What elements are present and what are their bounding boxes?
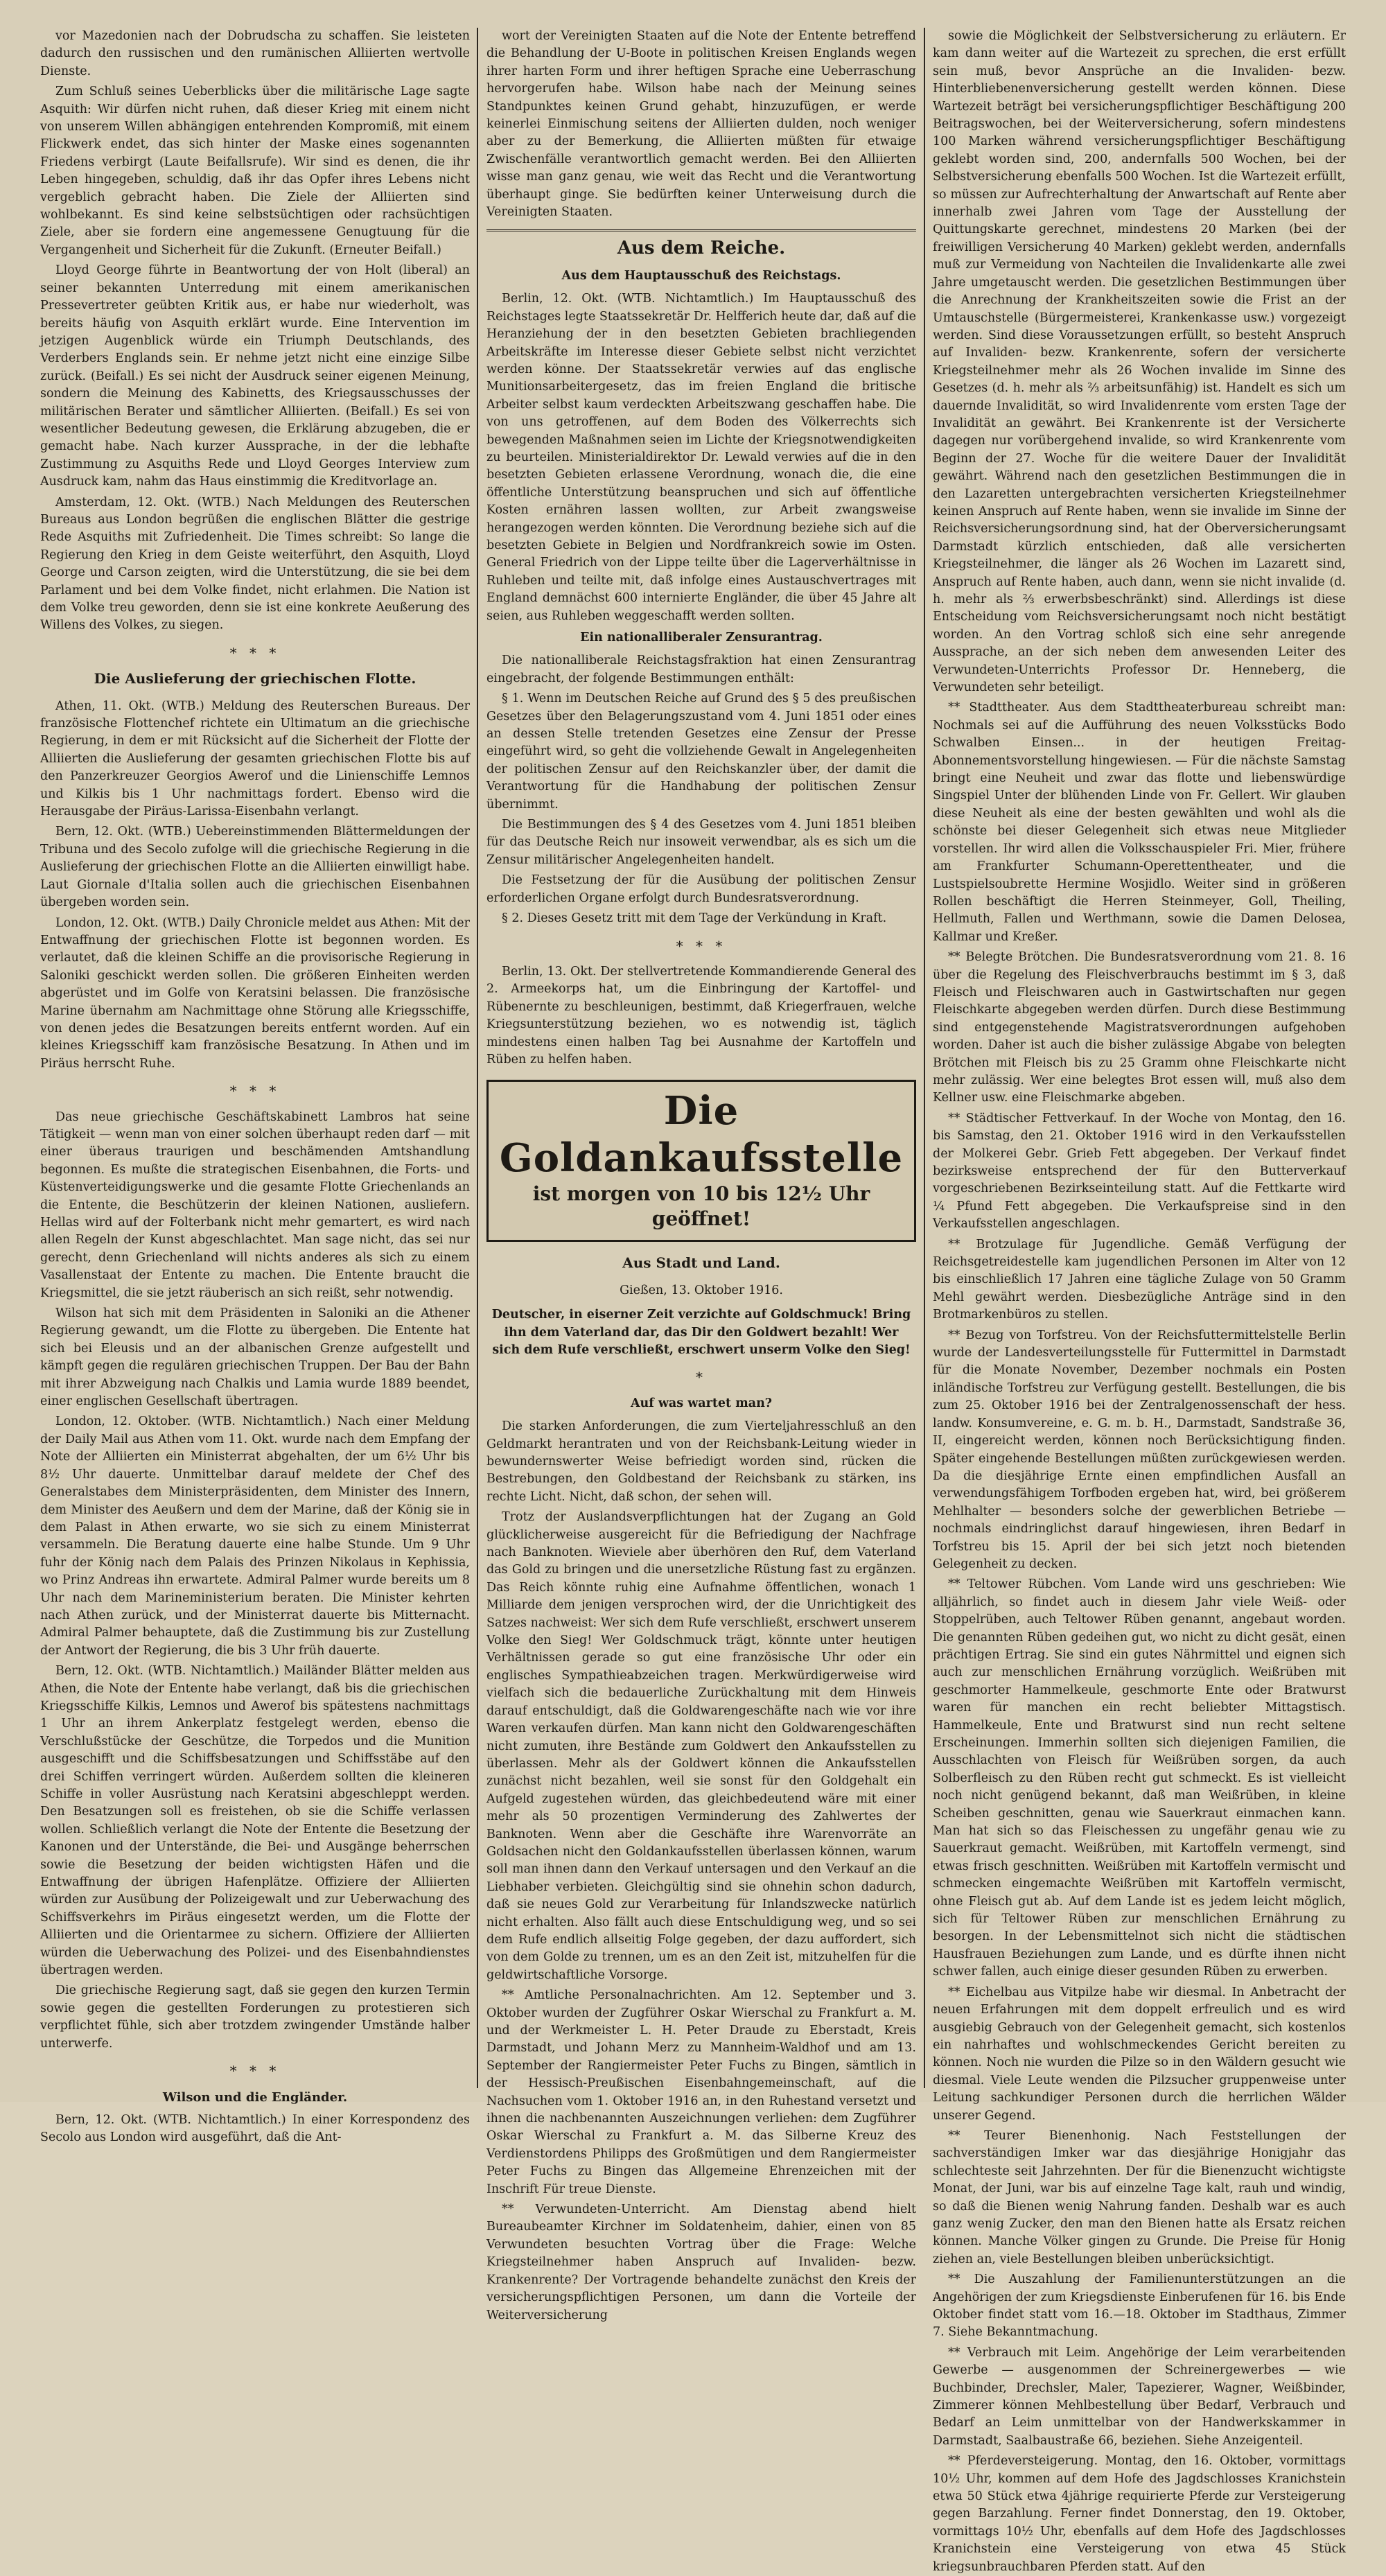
article-paragraph: Bern, 12. Okt. (WTB. Nichtamtlich.) In einer Korrespondenz des Secolo aus London wird ausgeführt, daß die Ant- bbox=[40, 2112, 470, 2145]
article-paragraph: § 1. Wenn im Deutschen Reiche auf Grund des § 5 des preußischen Gesetzes über den Belagerungszustand vom 4. Juni 1851 oder eines an dessen Stelle tretenden Gesetzes eine Zensur der Presse eingeführt wird, so geht die vollziehende Gewalt in Angelegenheiten der politischen Zensur auf den Reichskanzler über, der damit die Verantwortung für die Handhabung der politischen Zensur übernimmt. bbox=[486, 692, 916, 812]
article-paragraph: Berlin, 12. Okt. (WTB. Nichtamtlich.) Im Hauptausschuß des Reichstages legte Staatssekretär Dr. Helfferich heute dar, daß auf die Heranziehung der in den besetzten Gebieten brachliegenden Arbeitskräfte im Interesse dieser Gebiete selbst nicht verzichtet werden könne. Der Staatssekretär verwies auf das englische Munitionsarbeitergesetz, das im freien England die britische Arbeiter selbst kaum verdeckten Arbeitszwang geschaffen habe. Die von uns getroffenen, auf dem Boden des Völkerrechts sich bewegenden Maßnahmen seien im Lichte der Kriegsnotwendigkeiten zu beurteilen. Ministerialdirektor Dr. Lewald verwies auf die in den besetzten Gebieten erlassene Verordnung, wonach die, die eine öffentliche Unterstützung beanspruchen und sich auf öffentliche Kosten ernähren lassen wollten, zur Arbeit zwangsweise herangezogen werden könnten. Die Verordnung beziehe sich auf die besetzten Gebiete in Belgien und Nordfrankreich sowie im Osten. General Friedrich von der Lippe teilte über die Lagerverhältnisse in Ruhleben und teilte mit, daß infolge eines Austauschvertrages mit England demnächst 600 internierte Engländer, die über 45 Jahre alt seien, aus Ruhleben weggeschafft werden sollten. bbox=[486, 292, 916, 623]
section-separator: * * * bbox=[229, 2062, 281, 2080]
advertisement-subtitle: ist morgen von 10 bis 12½ Uhr geöffnet! bbox=[532, 1182, 870, 1231]
article-paragraph: Die nationalliberale Reichstagsfraktion hat einen Zensurantrag eingebracht, der folgende Bestimmungen enthält: bbox=[486, 654, 916, 685]
section-separator: * * * bbox=[676, 937, 727, 954]
right-column bbox=[933, 28, 1346, 2574]
section-separator: * * * bbox=[229, 644, 281, 661]
article-paragraph: Die Bestimmungen des § 4 des Gesetzes vom 4. Juni 1851 bleiben für das Deutsche Reich nur insoweit verwendbar, als es sich um die Zensur militärischer Angelegenheiten handelt. bbox=[486, 818, 916, 867]
article-paragraph: § 2. Dieses Gesetz tritt mit dem Tage der Verkündung in Kraft. bbox=[502, 911, 887, 926]
column-rule-left bbox=[477, 28, 478, 2088]
article-paragraph: London, 12. Okt. (WTB.) Daily Chronicle meldet aus Athen: Mit der Entwaffnung der griechischen Flotte ist begonnen worden. Es verlautet, daß die kleinen Schiffe an die provisorische Regierung in Saloniki geschickt werden sollen. Die größeren Einheiten werden abgerüstet und im Golfe von Keratsini belassen. Die französische Marine übernahm am Nachmittage ohne Störung alle Kriegsschiffe, von denen jedes die Besatzungen bereits entfernt worden. Auf ein kleines Kriegsschiff kam französische Besatzung. In Athen und im Piräus herrscht Ruhe. bbox=[40, 915, 470, 1071]
article-paragraph: Berlin, 13. Okt. Der stellvertretende Kommandierende General des 2. Armeekorps hat, um die Einbringung der Kartoffel- und Rübenernte zu beschleunigen, bestimmt, daß Kriegerfrauen, welche Kriegsunterstützung beziehen, wo es notwendig ist, täglich mindestens einen halben Tag bei Ausnahme der Kartoffeln und Rüben zu helfen haben. bbox=[486, 964, 916, 1067]
column-rule-right bbox=[924, 28, 925, 2088]
dateline: Gießen, 13. Oktober 1916. bbox=[620, 1283, 783, 1297]
article-paragraph: Bern, 12. Okt. (WTB.) Uebereinstimmenden Blättermeldungen der Tribuna und des Secolo zufolge will die griechische Regierung in die Auslieferung der griechischen Flotte an die Alliierten einwilligt habe. Laut Giornale d'Italia sollen auch die griechischen Eisenbahnen übergeben worden sein. bbox=[40, 825, 470, 910]
article-paragraph: ** Eichelbau aus Vitpilze habe wir diesmal. In Anbetracht der neuen Erfahrungen mit dem doppelt erfreulich und es wird ausgiebig Gebrauch von der Gelegenheit gemacht, sich kostenlos ein nahrhaftes und wohlschmeckendes Gericht bereiten zu können. Noch nie wurden die Pilze so in den Wäldern gesucht wie diesmal. Viele Leute wenden die Pilzsucher gruppenweise unter Leitung sachkundiger Personen durch die herrlichen Wälder unserer Gegend. bbox=[933, 1985, 1346, 2123]
section-separator: * * * bbox=[229, 1083, 281, 1100]
article-paragraph: ** Teurer Bienenhonig. Nach Feststellungen der sachverständigen Imker war das diesjährige Honigjahr das schlechteste seit Jahrzehnten. Der für die Bienenzucht wichtigste Monat, der Juni, war bis auf einzelne Tage kalt, rauh und windig, so daß die Bienen wenig Nahrung fanden. Deshalb war es auch ganz wenig Zucker, den man den Bienen hatte als Ersatz reichen können. Manche Völker gingen zu Grunde. Die Preise für Honig ziehen an, viele Bestellungen bleiben unberücksichtigt. bbox=[933, 2128, 1346, 2266]
section-separator: * bbox=[696, 1369, 707, 1386]
article-paragraph: Die griechische Regierung sagt, daß sie gegen den kurzen Termin sowie gegen die gestellten Forderungen zu protestieren sich verpflichtet fühle, sich aber trotzdem zwingender Umstände halber unterwerfe. bbox=[40, 1983, 470, 2051]
article-paragraph: ** Städtischer Fettverkauf. In der Woche von Montag, den 16. bis Samstag, den 21. Oktober 1916 wird in den Verkaufsstellen der Molkerei Gebr. Grieb Fett abgegeben. Der Verkauf findet bezirksweise entsprechend der für den Butterverkauf vorgeschriebenen Bezirkseinteilung statt. Auf die Fettkarte wird ¼ Pfund Fett abgegeben. Die Verkaufspreise sind in den Verkaufsstellen angeschlagen. bbox=[933, 1111, 1346, 1232]
article-paragraph: wort der Vereinigten Staaten auf die Note der Entente betreffend die Behandlung der U-Boote in politischen Kreisen Englands wegen ihrer harten Form und ihrer heftigen Sprache eine Ueberraschung hervorgerufen habe. Wilson habe nach der Meinung seines Standpunktes keinen Grund gehabt, hinzuzufügen, er werde keinerlei Einmischung seitens der Alliierten dulden, noch weniger aber zu der Bemerkung, die Alliierten müßten für etwaige Zwischenfälle verantwortlich gemacht werden. Bei den Alliierten wisse man ganz genau, wie weit das Recht und die Verantwortung überhaupt ginge. Sie bedürften keiner Unterweisung durch die Vereinigten Staaten. bbox=[486, 29, 916, 220]
left-column bbox=[40, 28, 470, 2145]
article-paragraph: ** Belegte Brötchen. Die Bundesratsverordnung vom 21. 8. 16 über die Regelung des Fleischverbrauchs bestimmt im § 3, daß Fleisch und Fleischwaren auch in Gastwirtschaften nur gegen Fleischkarte abgegeben werden dürfen. Durch diese Bestimmung sind entgegenstehende Magistratsverordnungen aufgehoben worden. Daher ist auch die bisher zulässige Abgabe von belegten Brötchen mit Fleisch bis zu 25 Gramm ohne Fleischkarte nicht mehr zulässig. Wer eine belegtes Brot essen will, muß also dem Kellner usw. eine Fleischmarke abgeben. bbox=[933, 950, 1346, 1105]
section-rule bbox=[486, 229, 916, 231]
article-paragraph: ** Amtliche Personalnachrichten. Am 12. September und 3. Oktober wurden der Zugführer Oskar Wierschal zu Frankfurt a. M. und der Werkmeister L. H. Peter Draude zu Eberstadt, Kreis Darmstadt, und Johann Merz zu Mannheim-Waldhof und am 13. September der Rangiermeister Peter Fuchs zu Bingen, sämtlich in der Hessisch-Preußischen Eisenbahngemeinschaft, auf die Nachsuchen vom 1. Oktober 1916 an, in den Ruhestand versetzt und ihnen die nachbenannten Auszeichnungen verliehen: dem Zugführer Oskar Wierschal zu Frankfurt a. M. das Silberne Kreuz des Verdienstordens Philipps des Großmütigen und dem Rangiermeister Peter Fuchs zu Bingen das Allgemeine Ehrenzeichen mit der Inschrift Für treue Dienste. bbox=[486, 1988, 916, 2196]
article-paragraph: Die starken Anforderungen, die zum Vierteljahresschluß an den Geldmarkt herantraten und von der Reichsbank-Leitung wieder in bewundernswerter Weise befriedigt worden sind, rücken die Bestrebungen, den Goldbestand der Reichsbank zu stärken, ins rechte Licht. Nicht, daß schon, der sehen will. bbox=[486, 1419, 916, 1504]
subheadline-auf-was-wartet-man: Auf was wartet man? bbox=[630, 1396, 773, 1410]
article-paragraph: ** Teltower Rübchen. Vom Lande wird uns geschrieben: Wie alljährlich, so findet auch in diesem Jahr viele Weiß- oder Stoppelrüben, auch Teltower Rüben genannt, angebaut worden. Die genannten Rüben gedeihen gut, wo nicht zu dicht gesät, einen prächtigen Ertrag. Sie sind ein gutes Nährmittel und eignen sich auch zur menschlichen Ernährung vorzüglich. Weißrüben mit geschmorter Hammelkeule, geschmorte Ente oder Bratwurst waren für manchen ein recht beliebter Mittagstisch. Hammelkeule, Ente und Bratwurst sind nun recht seltene Erscheinungen. Immerhin sollten sich diejenigen Familien, die Ausschlachten von Fleisch für Weißrüben sorgen, da auch Solberfleisch zu den Rüben recht gut schmeckt. Es ist vielleicht noch nicht genügend bekannt, daß man Weißrüben, in kleine Scheiben geschnitten, genau wie Sauerkraut einmachen kann. Man hat sich so das Fleischessen zu ungefähr genau wie zu Sauerkraut gemacht. Weißrüben, mit Kartoffeln vermengt, sind etwas frisch geschnitten. Weißrüben mit Kartoffeln vermischt und schmecken eingemachte Weißrüben mit Kartoffeln vermischt, ohne Fleisch gut ab. Auf dem Lande ist es jedem leicht möglich, sich für Teltower Rüben zur menschlichen Ernährung zu besorgen. In der Lebensmittelnot sich nicht die städtischen Hausfrauen Beziehungen zum Lande, und es dürfte ihnen nicht schwer fallen, auch einige dieser gesunden Rüben zu erwerben. bbox=[933, 1577, 1346, 1979]
middle-column bbox=[486, 28, 916, 2322]
article-paragraph: Die Festsetzung der für die Ausübung der politischen Zensur erforderlichen Organe erfolgt durch Bundesratsverordnung. bbox=[486, 873, 916, 905]
article-paragraph: sowie die Möglichkeit der Selbstversicherung zu erläutern. Er kam dann weiter auf die Wartezeit zu sprechen, die erst erfüllt sein muß, bevor Ansprüche an die Invaliden- bezw. Hinterbliebenenversicherung gestellt werden können. Diese Wartezeit beträgt bei versicherungspflichtiger Beschäftigung 200 Beitragswochen, bei der Weiterversicherung, sofern mindestens 100 Marken während versicherungspflichtiger Beschäftigung geklebt worden sind, 200, andernfalls 500 Wochen, bei der Selbstversicherung ebenfalls 500 Wochen. Ist die Wartezeit erfüllt, so müssen zur Aufrechterhaltung der Anwartschaft auf Rente aber innerhalb zwei Jahren vom Tage der Ausstellung der Quittungskarte gerechnet, mindestens 20 Marken (bei der freiwilligen Versicherung 40 Marken) geklebt werden, andernfalls muß zur Vermeidung von Nachteilen die Invalidenkarte alle zwei Jahre umgetauscht werden. Die gesetzlichen Bestimmungen über die Anrechnung der Krankheitszeiten sowie die Frist an der Umtauschstelle (Bürgermeisterei, Krankenkasse usw.) vorgezeigt werden. Sind diese Voraussetzungen erfüllt, so besteht Anspruch auf Invaliden- bezw. Krankenrente, sofern der versicherte Kriegsteilnehmer mehr als 26 Wochen invalide im Sinne des Gesetzes (d. h. mehr als ⅔ arbeitsunfähig) ist. Handelt es sich um dauernde Invalidität, so wird Invalidenrente vom ersten Tage der Invalidität an gewährt. Bei Krankenrente ist der Versicherte dagegen nur vorübergehend invalide, so wird Krankenrente vom Beginn der 27. Woche für die weitere Dauer der Invalidität gewährt. Während nach den gesetzlichen Bestimmungen die in den Lazaretten untergebrachten versicherten Kriegsteilnehmer keinen Anspruch auf Rente haben, wenn sie invalide im Sinne der Reichsversicherungsordnung sind, hat der Oberversicherungsamt Darmstadt kürzlich entschieden, daß alle versicherten Kriegsteilnehmer, die länger als 26 Wochen im Lazarett sind, Anspruch auf Rente haben, auch dann, wenn sie nicht invalide (d. h. mehr als ⅔ erwerbsbeschränkt) sind. Allerdings ist diese Entscheidung vom Reichsversicherungsamt noch nicht bestätigt worden. An den Vortrag schloß sich eine sehr anregende Aussprache, an der sich neben dem anwesenden Leiter des Verwundeten-Unterrichts Professor Dr. Henneberg, die Verwundeten sehr beteiligt. bbox=[933, 29, 1346, 695]
article-paragraph: Zum Schluß seines Ueberblicks über die militärische Lage sagte Asquith: Wir dürfen nicht ruhen, daß dieser Krieg mit einem nicht von unserem Willen abhängigen entehrenden Kompromiß, mit einem Flickwerk endet, das sich hinter der Maske eines sogenannten Friedens verbirgt (Laute Beifallsrufe). Wir sind es denen, die ihr Leben hingegeben, schuldig, daß ihr das Opfer ihres Lebens nicht vergeblich gebracht haben. Die Ziele der Alliierten sind wohlbekannt. Es sind keine selbstsüchtigen oder rachsüchtigen Ziele, aber sie fordern eine angemessene Genugtuung für die Vergangenheit und Sicherheit für die Zukunft. (Erneuter Beifall.) bbox=[40, 85, 470, 257]
article-paragraph: ** Verbrauch mit Leim. Angehörige der Leim verarbeitenden Gewerbe — ausgenommen der Schreinergewerbes — wie Buchbinder, Drechsler, Maler, Tapezierer, Wagner, Weißbinder, Zimmerer können Mehlbestellung über Bedarf, Verbrauch und Bedarf an Leim unmittelbar von der Handwerkskammer in Darmstadt, Saalbaustraße 66, beziehen. Siehe Anzeigenteil. bbox=[933, 2345, 1346, 2448]
advertisement-title: Die Goldankaufsstelle bbox=[499, 1088, 904, 1182]
article-paragraph: Bern, 12. Okt. (WTB. Nichtamtlich.) Mailänder Blätter melden aus Athen, die Note der Entente habe verlangt, daß bis die griechischen Kriegsschiffe Kilkis, Lemnos und Awerof bis spätestens nachmittags 1 Uhr an ihrem Ankerplatz festgelegt werden, ebenso die Verschlußstücke der Geschütze, die Torpedos und die Munition ausgeschifft und die Schiffsbesatzungen und Schiffsstäbe auf den drei Schiffen verringert würden. Außerdem sollten die kleineren Schiffe in voller Ausrüstung nach Keratsini abgeschleppt werden. Den Besatzungen soll es freistehen, ob sie die Schiffe verlassen wollen. Schließlich verlangt die Note der Entente die Besetzung der Kanonen und der Unterstände, die Bei- und Ausgänge beherrschen sowie die Besetzung der beiden wichtigsten Häfen und die Entwaffnung der übrigen Hafenplätze. Offiziere der Alliierten würden zur Ausübung der Polizeigewalt und zur Ueberwachung des Schiffsverkehrs im Piräus eingesetzt werden, um die Flotte der Alliierten und die Orientarmee zu sichern. Offiziere der Alliierten würden die Ueberwachung des Polizei- und des Eisenbahndienstes übertragen werden. bbox=[40, 1664, 470, 1978]
headline-aus-dem-reiche: Aus dem Reiche. bbox=[617, 238, 786, 259]
subheadline-hauptausschuss: Aus dem Hauptausschuß des Reichstags. bbox=[561, 268, 841, 283]
article-paragraph: ** Brotzulage für Jugendliche. Gemäß Verfügung der Reichsgetreidestelle kam jugendlichen Personen im Alter von 12 bis einschließlich 17 Jahren eine tägliche Zulage von 50 Gramm Mehl gewährt werden. Diesbezügliche Anträge sind in den Brotmarkenbüros zu stellen. bbox=[933, 1237, 1346, 1322]
article-paragraph: Lloyd George führte in Beantwortung der von Holt (liberal) an seiner bekannten Unterredung mit einem amerikanischen Pressevertreter geübten Kritik aus, er habe nur wiederholt, was bereits häufig von Asquith erklärt wurde. Eine Intervention im jetzigen Augenblick würde ein Triumph Deutschlands, des Verderbers Englands sein. Er nehme jetzt nicht eine einzige Silbe zurück. (Beifall.) Es sei nicht der Ausdruck seiner eigenen Meinung, sondern die Meinung des Kabinetts, des Kriegsausschusses der militärischen Berater und sämtlicher Alliierten. (Beifall.) Es sei von wesentlicher Bedeutung gewesen, die Erklärung abzugeben, die er gemacht habe. Nach kurzer Aussprache, in der die lebhafte Zustimmung zu Asquiths Rede und Lloyd Georges Interview zum Ausdruck kam, nahm das Haus einstimmig die Kreditvorlage an. bbox=[40, 263, 470, 489]
article-paragraph: ** Die Auszahlung der Familienunterstützungen an die Angehörigen der zum Kriegsdienste Einberufenen für 16. bis Ende Oktober findet statt vom 16.—18. Oktober im Stadthaus, Zimmer 7. Siehe Bekanntmachung. bbox=[933, 2272, 1346, 2340]
article-paragraph: London, 12. Oktober. (WTB. Nichtamtlich.) Nach einer Meldung der Daily Mail aus Athen vom 11. Okt. wurde nach dem Empfang der Note der Alliierten ein Ministerrat abgehalten, der um 6½ Uhr bis 8½ Uhr dauerte. Unmittelbar darauf meldete der Chef des Generalstabes dem Ministerpräsidenten, dem Minister des Innern, dem Minister des Aeußern und dem der Marine, daß der König sie in dem Palast in Athen erwarte, wo sie sich zu einem Ministerrat versammeln. Die Beratung dauerte eine halbe Stunde. Um 9 Uhr fuhr der König nach dem Palais des Prinzen Nikolaus in Kephissia, wo Prinz Andreas ihn erwartete. Admiral Palmer wurde bereits um 8 Uhr nach dem Marineministerium beraten. Die Minister kehrten nach Athen zurück, und der Ministerrat dauerte bis Mitternacht. Admiral Palmer behauptete, daß die Zustimmung bis zur Zustellung der Antwort der Regierung, die bis 3 Uhr früh dauerte. bbox=[40, 1414, 470, 1658]
goldankaufsstelle-advertisement bbox=[486, 1080, 916, 1242]
article-paragraph: vor Mazedonien nach der Dobrudscha zu schaffen. Sie leisteten dadurch den russischen und den rumänischen Alliierten wertvolle Dienste. bbox=[40, 29, 470, 78]
article-paragraph: Wilson hat sich mit dem Präsidenten in Saloniki an die Athener Regierung gewandt, um die Flotte zu übergeben. Die Entente hat sich bei Eleusis und an der albanischen Grenze aufgestellt und kämpft gegen die regulären griechischen Truppen. Der Bau der Bahn mit ihrer Abzweigung nach Chalkis und Lamia wurde 1889 beendet, einer englischen Gesellschaft übertragen. bbox=[40, 1306, 470, 1409]
headline-stadt-und-land: Aus Stadt und Land. bbox=[622, 1254, 780, 1272]
subheadline-zensurantrag: Ein nationalliberaler Zensurantrag. bbox=[580, 631, 823, 645]
article-paragraph: Das neue griechische Geschäftskabinett Lambros hat seine Tätigkeit — wenn man von einer solchen überhaupt reden darf — mit einer überaus traurigen und beschämenden Amtshandlung begonnen. Es mußte die strategischen Eisenbahnen, die Forts- und Küstenverteidigungswerke und die gesamte Flotte Griechenlands an die Entente, die Beschützerin der kleinen Nationen, ausliefern. Hellas wird auf der Folterbank nicht mehr gemartert, es wird nach allen Regeln der Kunst abgeschlachtet. Man sage nicht, das sei nur gerecht, denn Griechenland will nichts anderes als sich zu einem Vasallenstaat der Entente zu machen. Die Entente braucht die Kriegsmittel, die sie jetzt räuberisch an sich reißt, sehr notwendig. bbox=[40, 1110, 470, 1300]
article-paragraph: Amsterdam, 12. Okt. (WTB.) Nach Meldungen des Reuterschen Bureaus aus London begrüßen die englischen Blätter die gestrige Rede Asquiths mit Zufriedenheit. Die Times schreibt: So lange die Regierung den Krieg in dem Geiste weiterführt, den Asquith, Lloyd George und Carson zeigten, wird die Unterstützung, die sie bei dem Parlament und bei dem Volke findet, nicht erlahmen. Die Nation ist dem Volke treu geworden, denn sie ist eine konkrete Aeußerung des Willens des Volkes, zu siegen. bbox=[40, 495, 470, 633]
article-paragraph: Trotz der Auslandsverpflichtungen hat der Zugang an Gold glücklicherweise ausgereicht für die Befriedigung der Nachfrage nach Banknoten. Wieviele aber überhören den Ruf, dem Vaterland das Gold zu bringen und die unersetzliche Rüstung fast zu ergänzen. Das Reich könnte ruhig eine Aufnahme öffentlichen, wonach 1 Milliarde dem jenigen versprochen wird, der die Unrichtigkeit des Satzes nachweist: Wer sich dem Rufe verschließt, erschwert unserem Volke den Sieg! Wer Goldschmuck trägt, könnte unter heutigen Verhältnissen gerade so gut eine französische Uhr oder ein englisches Sympathieabzeichen tragen. Merkwürdigerweise wird vielfach sich die bedauerliche Zurückhaltung mit dem Hinweis darauf entschuldigt, daß die Goldwarengeschäfte nach wie vor ihre Waren verkaufen dürfen. Man kann nicht den Goldwarengeschäften nicht zumuten, ihre Bestände zum Goldwert den Ankaufsstellen zu überlassen. Mehr als der Goldwert können die Ankaufsstellen zunächst nicht bezahlen, weil sie sonst für den Goldgehalt ein Aufgeld zugestehen würden, das gleichbedeutend wäre mit einer mehr als 50 prozentigen Verminderung des Zahlwertes der Banknoten. Wenn aber die Geschäfte ihre Warenvorräte an Goldsachen nicht den Goldankaufsstellen überlassen können, warum soll man ihnen dann den Verkauf untersagen und den Verkauf an die Liebhaber verbieten. Gleichgültig sind sie ohnehin schon dadurch, daß sie neues Gold zur Verarbeitung für Inlandszwecke natürlich nicht erhalten. Also fällt auch diese Entschuldigung weg, und so sei dem Rufe endlich allseitig Folge gegeben, der dazu auffordert, sich von dem Golde zu trennen, um es an den Zeit ist, mitzuhelfen für die geldwirtschaftliche Vorsorge. bbox=[486, 1510, 916, 1982]
article-paragraph: ** Bezug von Torfstreu. Von der Reichsfuttermittelstelle Berlin wurde der Landesverteilungsstelle für Futtermittel in Darmstadt für die Monate November, Dezember nochmals ein Posten inländische Torfstreu zur Verfügung gestellt. Bestellungen, die bis zum 25. Oktober 1916 bei der Zentralgenossenschaft der hess. landw. Konsumvereine, e. G. m. b. H., Darmstadt, Sandstraße 36, II, eingereicht werden, können noch Berücksichtigung finden. Später eingehende Bestellungen müßten zurückgewiesen werden. Da die diesjährige Ernte einen empfindlichen Ausfall an verwendungsfähigem Torfboden ergeben hat, wird, bei größerem Mehlhalter — besonders solche der gewerblichen Betriebe — nochmals eindringlichst darauf hingewiesen, ihren Bedarf in Torfstreu bis 15. April der bei sich jetzt noch bietenden Gelegenheit zu decken. bbox=[933, 1328, 1346, 1571]
headline-wilson: Wilson und die Engländer. bbox=[162, 2089, 348, 2105]
article-paragraph: ** Stadttheater. Aus dem Stadttheaterbureau schreibt man: Nochmals sei auf die Aufführung des neuen Volksstücks Bodo Schwalben Einsen... in der heutigen Freitag-Abonnementsvorstellung hingewiesen. — Für die nächste Samstag bringt eine Neuheit und zwar das flotte und liebenswürdige Singspiel Unter der blühenden Linde von Fr. Gellert. Wir glauben diese Neuheit als eine der besten gewählten und wohl als die schönste bei dieser Gelegenheit sich etwas neue Mitglieder vorstellen. Ihr wird allen die Volksschauspieler Fri. Mier, frühere am Frankfurter Schumann-Operettentheater, und die Lustspielsoubrette Hermine Wosjidlo. Weiter sind in größeren Rollen beschäftigt die Herren Steinmeyer, Goll, Theiling, Hellmuth, Fallen und Werthmann, sowie die Damen Delosea, Kallmar und Kreßer. bbox=[933, 701, 1346, 944]
article-paragraph: ** Pferdeversteigerung. Montag, den 16. Oktober, vormittags 10½ Uhr, kommen auf dem Hofe des Jagdschlosses Kranichstein etwa 50 Stück etwa 4jährige requirierte Pferde zur Versteigerung gegen Barzahlung. Ferner findet Donnerstag, den 19. Oktober, vormittags 10½ Uhr, ebenfalls auf dem Hofe des Jagdschlosses Kranichstein eine Versteigerung von etwa 45 Stück kriegsunbrauchbaren Pferden statt. Auf den bbox=[933, 2454, 1346, 2574]
gold-appeal: Deutscher, in eiserner Zeit verzichte auf Goldschmuck! Bring ihn dem Vaterland dar, das Dir den Goldwert bezahlt! Wer sich dem Rufe verschließt, erschwert unserm Volke den Sieg! bbox=[491, 1308, 911, 1357]
article-paragraph: ** Verwundeten-Unterricht. Am Dienstag abend hielt Bureaubeamter Kirchner im Soldatenheim, dahier, einen von 85 Verwundeten besuchten Vortrag über die Frage: Welche Kriegsteilnehmer haben Anspruch auf Invaliden- bezw. Krankenrente? Der Vortragende behandelte zunächst den Kreis der versicherungspflichtigen Personen, um dann die Vorteile der Weiterversicherung bbox=[486, 2202, 916, 2322]
article-paragraph: Athen, 11. Okt. (WTB.) Meldung des Reuterschen Bureaus. Der französische Flottenchef richtete ein Ultimatum an die griechische Regierung, in dem er mit Rücksicht auf die Sicherheit der Flotte der Alliierten die Auslieferung der gesamten griechischen Flotte bis auf den Panzerkreuzer Georgios Awerof und die Linienschiffe Lemnos und Kilkis bis 1 Uhr nachmittags fordert. Ebenso wird die Herausgabe der Piräus-Larissa-Eisenbahn verlangt. bbox=[40, 699, 470, 819]
headline-griechische-flotte: Die Auslieferung der griechischen Flotte. bbox=[94, 670, 416, 687]
